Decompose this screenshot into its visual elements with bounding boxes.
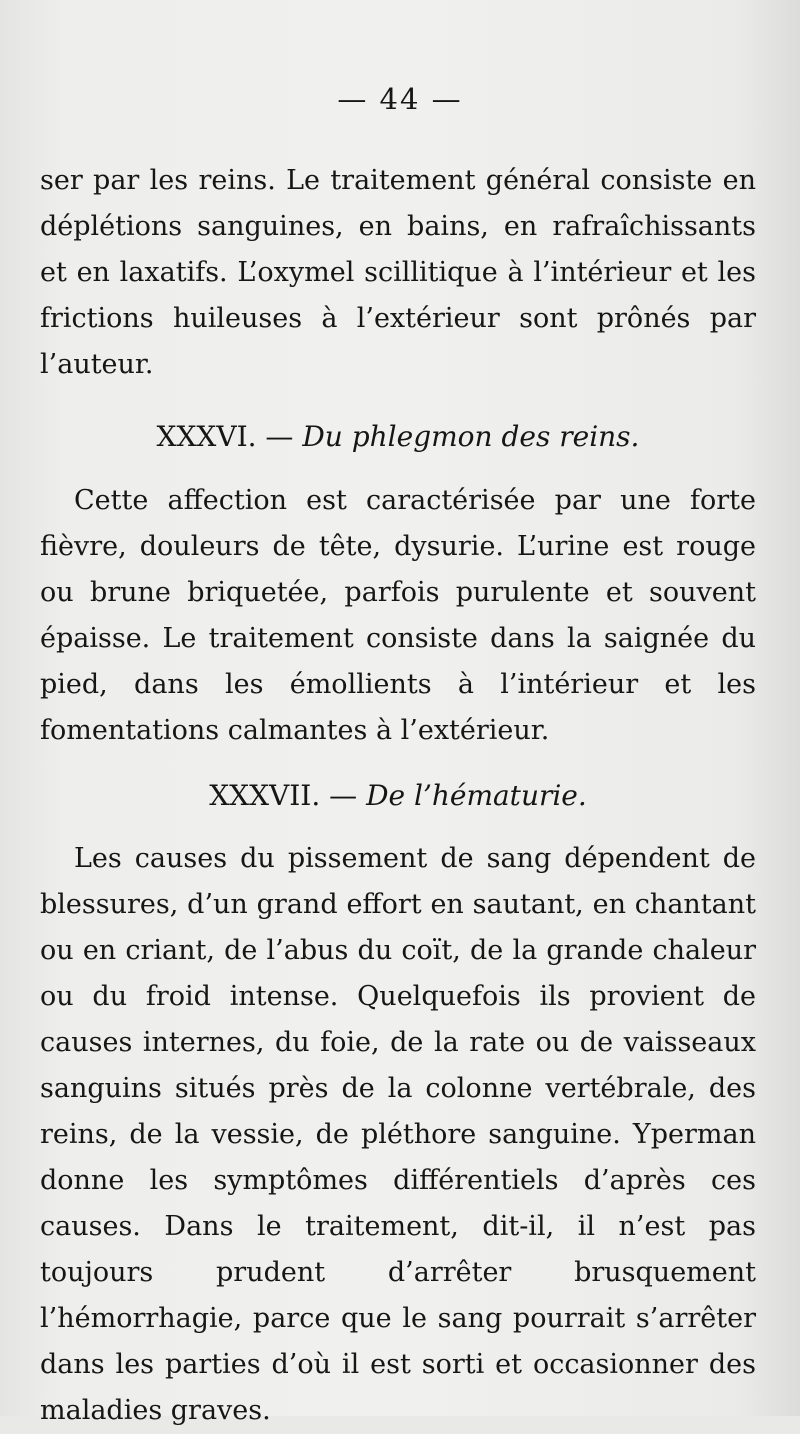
section-heading-xxxvii [40, 773, 756, 819]
section-number: XXXVI. — [156, 420, 303, 453]
paragraph-hematurie [40, 836, 756, 1434]
section-title: Du phlegmon des reins. [302, 420, 640, 453]
page-number: — 44 — [337, 82, 463, 116]
section-heading [40, 773, 756, 819]
section-heading [40, 414, 756, 460]
paragraph-text: Cette affection est caractérisée par une forte fièvre, douleurs de tête, dysurie. L’urine est rouge ou brune briquetée, parfois purulente et souvent épaisse. Le traitement consiste dans la saignée du pied, dans les émollients à l’intérieur et les fomentations calmantes à l’extérieur. [40, 485, 756, 746]
section-number: XXXVII. — [209, 779, 367, 812]
paragraph-continuation [40, 158, 756, 388]
paragraph-text: ser par les reins. Le traitement général consiste en déplétions sanguines, en bains, en rafraîchissants et en laxatifs. L’oxymel scillitique à l’intérieur et les frictions huileuses à l’extérieur sont prônés par l’auteur. [40, 165, 756, 380]
paragraph-text: Les causes du pissement de sang dépendent de blessures, d’un grand effort en sautant, en chantant ou en criant, de l’abus du coït, de la grande chaleur ou du froid intense. Quelquefois ils provient de causes internes, du foie, de la rate ou de vaisseaux sanguins situés près de la colonne vertébrale, des reins, de la vessie, de pléthore sanguine. Yperman donne les symptômes différentiels d’après ces causes. Dans le traitement, dit-il, il n’est pas toujours prudent d’arrêter brusquement l’hémorrhagie, parce que le sang pourrait s’arrêter dans les parties d’où il est sorti et occasionner des maladies graves. [40, 843, 756, 1426]
section-title: De l’hématurie. [366, 779, 587, 812]
section-heading-xxxvi [40, 414, 756, 460]
paragraph-phlegmon [40, 478, 756, 754]
